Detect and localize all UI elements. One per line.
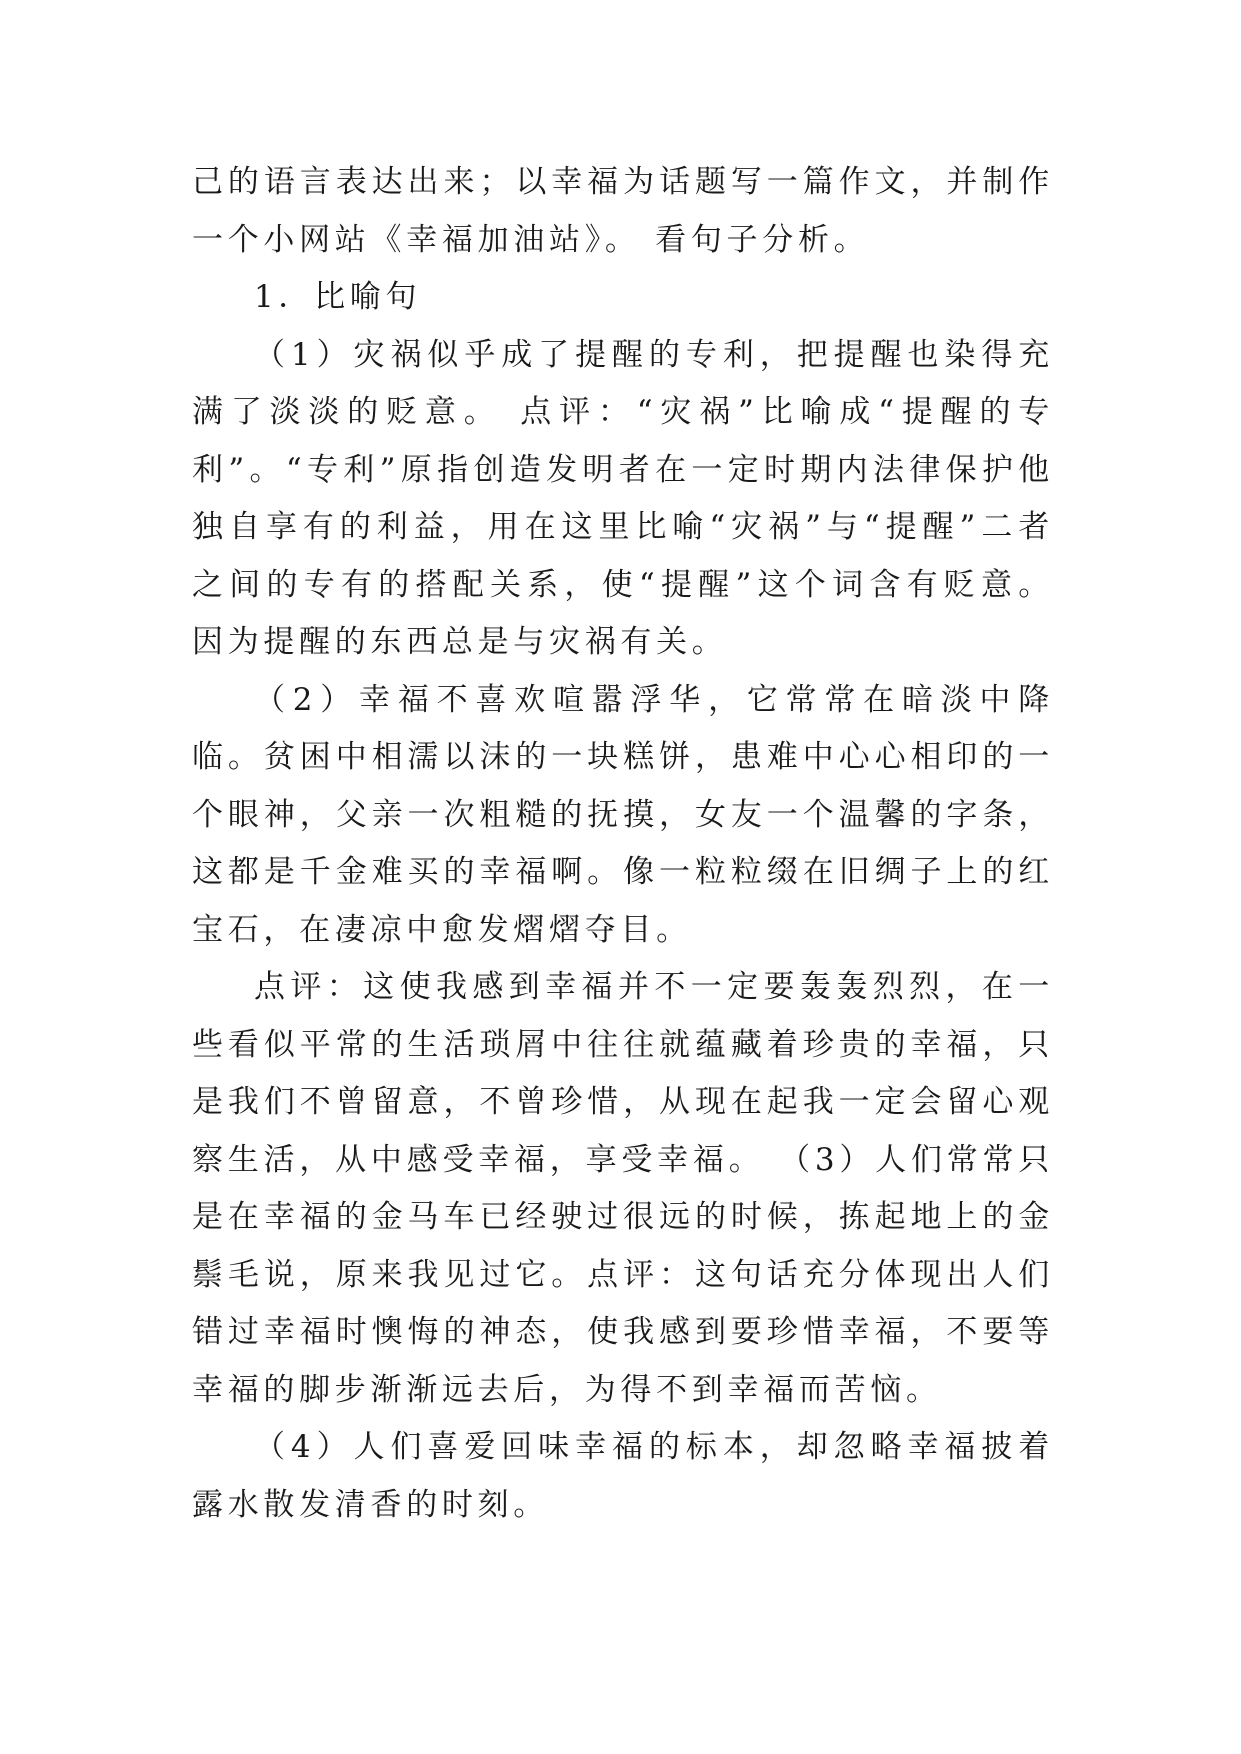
paragraph-example-2: （2）幸福不喜欢喧嚣浮华，它常常在暗淡中降临。贫困中相濡以沫的一块糕饼，患难中心心相印的一个眼神，父亲一次粗糙的抚摸，女友一个温馨的字条，这都是千金难买的幸福啊。像一粒粒缀在旧绸子上的红宝石，在凄凉中愈发熠熠夺目。	[192, 681, 1054, 948]
heading-metaphor: 1．比喻句	[254, 279, 422, 315]
document-body	[192, 154, 1054, 1534]
paragraph-intro: 己的语言表达出来；以幸福为话题写一篇作文，并制作一个小网站《幸福加油站》。 看句子分析。	[192, 164, 1054, 258]
paragraph-example-1: （1）灾祸似乎成了提醒的专利，把提醒也染得充满了淡淡的贬意。 点评：“灾祸”比喻成“提醒的专利”。“专利”原指创造发明者在一定时期内法律保护他独自享有的利益，用在这里比喻“灾祸”与“提醒”二者之间的专有的搭配关系，使“提醒”这个词含有贬意。因为提醒的东西总是与灾祸有关。	[192, 336, 1054, 660]
paragraph-example-4: （4）人们喜爱回味幸福的标本，却忽略幸福披着露水散发清香的时刻。	[192, 1429, 1054, 1523]
paragraph-comment-2: 点评：这使我感到幸福并不一定要轰轰烈烈，在一些看似平常的生活琐屑中往往就蕴藏着珍贵的幸福，只是我们不曾留意，不曾珍惜，从现在起我一定会留心观察生活，从中感受幸福，享受幸福。 （3）人们常常只是在幸福的金马车已经驶过很远的时候，拣起地上的金鬃毛说，原来我见过它。点评：这句话充分体现出人们错过幸福时懊悔的神态，使我感到要珍惜幸福，不要等幸福的脚步渐渐远去后，为得不到幸福而苦恼。	[192, 969, 1054, 1408]
